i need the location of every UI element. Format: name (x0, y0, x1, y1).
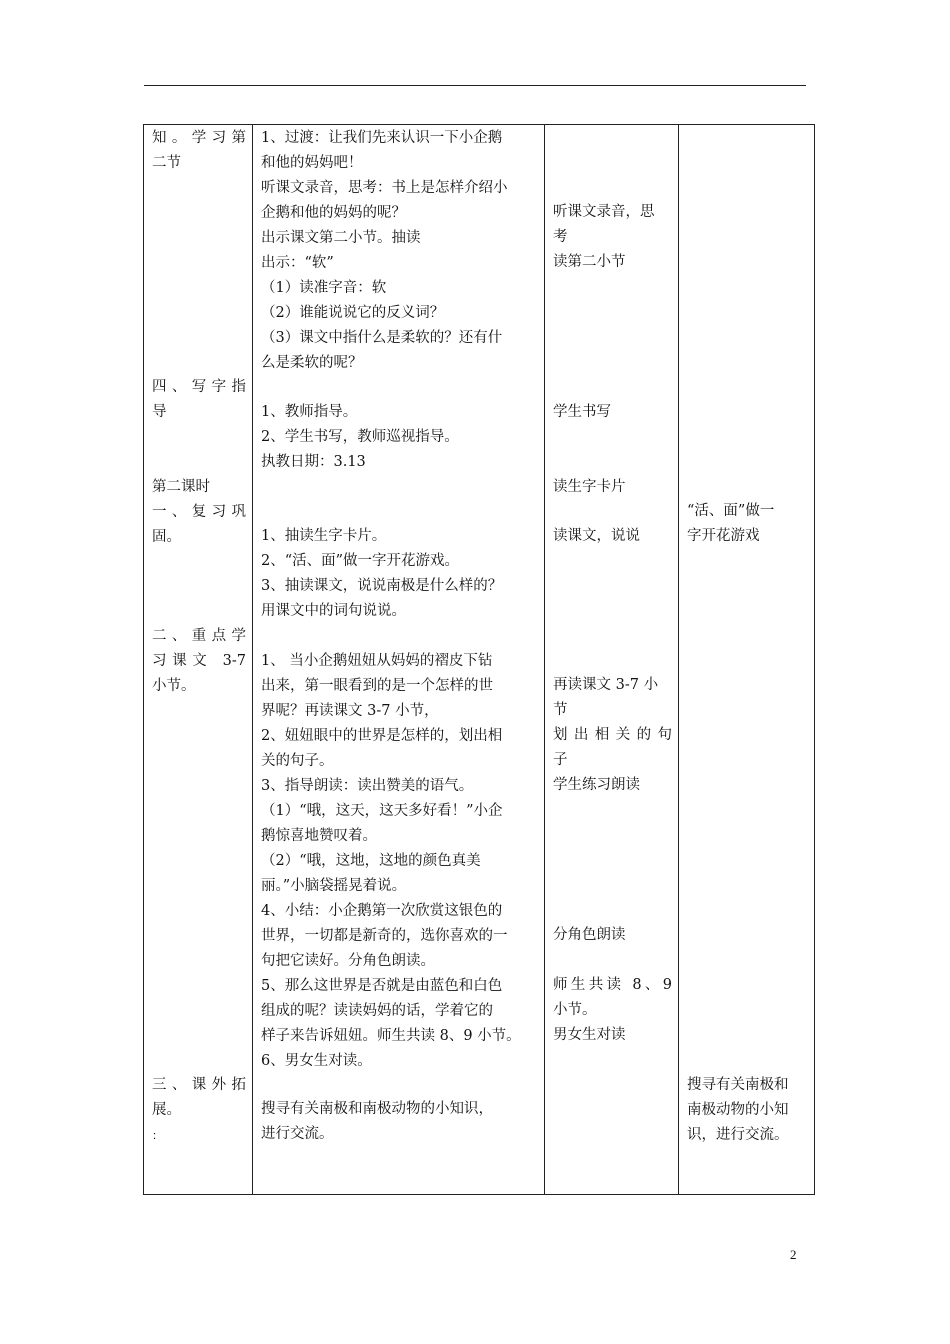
text-line: 读第二小节 (553, 254, 626, 270)
student-block-6 (553, 973, 672, 1048)
text-line: 听课文录音，思考：书上是怎样介绍小 (261, 180, 508, 196)
text-line: 学生书写 (553, 404, 611, 420)
page-number: 2 (790, 1247, 797, 1262)
text-line: 出来，第一眼看到的是一个怎样的世 (261, 678, 493, 694)
text-line: 执教日期：3.13 (261, 454, 366, 470)
text-line: 和他的妈妈吧！ (261, 155, 363, 171)
text-line: 小节。 (553, 1002, 597, 1018)
notes-block-1 (687, 1073, 809, 1148)
text-line: 子 (553, 752, 568, 768)
teacher-block-0 (261, 126, 538, 376)
text-line: 1、教师指导。 (261, 404, 358, 420)
stage-block-4 (152, 1073, 246, 1148)
text-line: 导 (152, 404, 167, 420)
text-line: 2、妞妞眼中的世界是怎样的，划出相 (261, 728, 503, 744)
text-line: 再读课文 3-7 小 (553, 677, 659, 693)
stage-block-1 (152, 375, 246, 425)
student-block-3 (553, 524, 672, 549)
text-line: 知。学习第 (152, 130, 246, 146)
text-line: 固。 (152, 529, 181, 545)
text-line: 考 (553, 229, 568, 245)
text-line: 3、抽读课文，说说南极是什么样的？ (261, 578, 503, 594)
teacher-block-4 (261, 1097, 538, 1147)
text-line: 搜寻有关南极和 (687, 1077, 789, 1093)
text-line: 6、男女生对读。 (261, 1053, 372, 1069)
text-line: 2、“活、面”做一字开花游戏。 (261, 553, 460, 569)
teacher-block-2 (261, 524, 538, 624)
text-line: （1）“哦，这天，这天多好看！”小企 (261, 803, 503, 819)
text-line: 用课文中的词句说说。 (261, 603, 406, 619)
student-block-1 (553, 400, 672, 425)
text-line: 字开花游戏 (687, 528, 760, 544)
student-block-0 (553, 200, 672, 275)
text-line: 读课文，说说 (553, 528, 640, 544)
text-line: （3）课文中指什么是柔软的？还有什 (261, 330, 503, 346)
text-line: 界呢？再读课文 3-7 小节， (261, 703, 439, 719)
student-activity-column (545, 125, 679, 1194)
text-line: ： (152, 1129, 163, 1142)
text-line: 组成的呢？读读妈妈的话，学着它的 (261, 1003, 493, 1019)
text-line: 节 (553, 702, 568, 718)
student-block-2 (553, 475, 672, 500)
text-line: 四、写字指 (152, 379, 246, 395)
teacher-activity-column (253, 125, 545, 1194)
text-line: 4、小结：小企鹅第一次欣赏这银色的 (261, 903, 503, 919)
text-line: 学生练习朗读 (553, 777, 640, 793)
text-line: 搜寻有关南极和南极动物的小知识， (261, 1101, 493, 1117)
text-line: 关的句子。 (261, 753, 334, 769)
text-line: 划出相关的句 (553, 727, 672, 743)
text-line: 进行交流。 (261, 1126, 334, 1142)
text-line: 二、重点学 (152, 628, 246, 644)
text-line: 样子来告诉妞妞。师生共读 8、9 小节。 (261, 1028, 521, 1044)
teacher-block-3 (261, 649, 538, 1074)
text-line: “活、面”做一 (687, 503, 775, 519)
text-line: 男女生对读 (553, 1027, 626, 1043)
text-line: 识，进行交流。 (687, 1127, 789, 1143)
text-line: 句把它读好。分角色朗读。 (261, 953, 435, 969)
stage-block-0 (152, 126, 246, 176)
text-line: 师生共读 8、9 (553, 977, 672, 993)
text-line: 世界，一切都是新奇的，选你喜欢的一 (261, 928, 508, 944)
student-block-4 (553, 673, 672, 798)
text-line: 2、学生书写，教师巡视指导。 (261, 429, 459, 445)
notes-column (679, 125, 815, 1194)
text-line: 分角色朗读 (553, 927, 626, 943)
text-line: 小节。 (152, 678, 196, 694)
text-line: 5、那么这世界是否就是由蓝色和白色 (261, 978, 503, 994)
text-line: 南极动物的小知 (687, 1102, 789, 1118)
teacher-block-1 (261, 400, 538, 475)
text-line: 一、复习巩 (152, 504, 246, 520)
text-line: 习课文 3-7 (152, 653, 246, 669)
student-block-5 (553, 923, 672, 948)
text-line: 三、课外拓 (152, 1077, 246, 1093)
notes-block-0 (687, 499, 809, 549)
header-rule (144, 85, 806, 86)
text-line: 第二课时 (152, 479, 210, 495)
text-line: 出示课文第二小节。抽读 (261, 230, 421, 246)
text-line: 展。 (152, 1102, 181, 1118)
stage-block-3 (152, 624, 246, 699)
text-line: 么是柔软的呢？ (261, 355, 363, 371)
text-line: （2）“哦，这地，这地的颜色真美 (261, 853, 481, 869)
text-line: 鹅惊喜地赞叹着。 (261, 828, 377, 844)
text-line: （1）读准字音：软 (261, 280, 387, 296)
text-line: 1、 当小企鹅妞妞从妈妈的褶皮下钻 (261, 653, 493, 669)
text-line: 读生字卡片 (553, 479, 626, 495)
text-line: 1、过渡：让我们先来认识一下小企鹅 (261, 130, 503, 146)
stage-block-2 (152, 475, 246, 550)
text-line: 出示：“软” (261, 255, 334, 271)
lesson-plan-table (143, 124, 815, 1195)
text-line: 企鹅和他的妈妈的呢？ (261, 205, 406, 221)
text-line: 丽。”小脑袋摇晃着说。 (261, 878, 407, 894)
text-line: 3、指导朗读：读出赞美的语气。 (261, 778, 474, 794)
stage-column (144, 125, 253, 1194)
text-line: 1、抽读生字卡片。 (261, 528, 387, 544)
text-line: （2）谁能说说它的反义词？ (261, 305, 445, 321)
text-line: 二节 (152, 155, 181, 171)
text-line: 听课文录音，思 (553, 204, 655, 220)
